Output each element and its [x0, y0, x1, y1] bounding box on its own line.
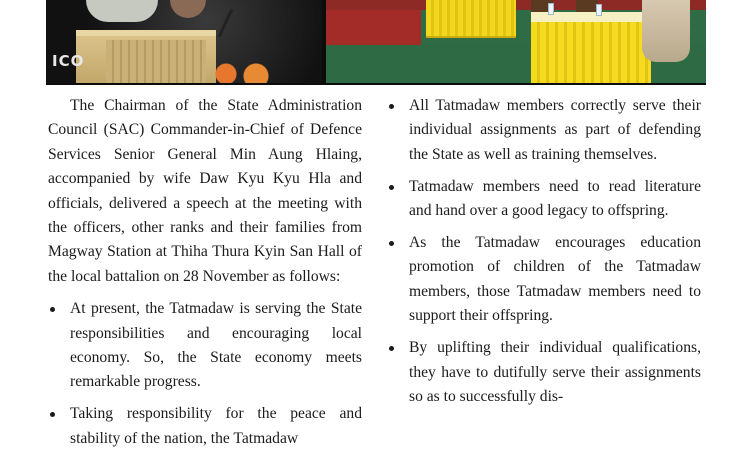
list-item: [48, 297, 362, 395]
list-item: [387, 336, 701, 409]
left-bullet-list: [48, 297, 362, 451]
list-item-text: Taking responsibility for the peace and stability of the nation, the Tatmadaw: [70, 405, 362, 447]
list-item-text: At present, the Tatmadaw is serving the State responsibilities and encouraging local economy. So, the State economy meets remarkable progress.: [70, 300, 362, 391]
bullet-icon: [389, 185, 394, 190]
list-item-text: All Tatmadaw members correctly serve their individual assignments as part of defending the State as well as training themselves.: [409, 97, 701, 163]
bullet-icon: [389, 104, 394, 109]
list-item: [387, 175, 701, 224]
photo-strip: [46, 0, 706, 85]
speaker-figure: [86, 0, 158, 22]
list-item: [387, 231, 701, 329]
bullet-icon: [389, 346, 394, 351]
bullet-icon: [50, 412, 55, 417]
right-bullet-list: [387, 94, 701, 409]
list-item-text: As the Tatmadaw encourages education promotion of children of the Tatmadaw members, those Tatmadaw members need to support their offspring.: [409, 234, 701, 325]
audience-tables-photo: [326, 0, 706, 83]
list-item: [48, 402, 362, 451]
left-column: [48, 94, 362, 459]
yellow-table-right: [531, 12, 651, 83]
seated-guest: [642, 0, 690, 62]
yellow-table-left: [426, 0, 516, 38]
bullet-icon: [389, 241, 394, 246]
intro-paragraph: The Chairman of the State Administration Council (SAC) Commander-in-Chief of Defence Services Senior General Min Aung Hlaing, accompanied by wife Daw Kyu Kyu Hla and officials, delivered a speech at the meeting with the officers, other ranks and their families from Magway Station at Thiha Thura Kyin San Hall of the local battalion on 28 November as follows:: [48, 97, 362, 285]
water-bottle: [548, 3, 554, 15]
water-bottle: [596, 4, 602, 16]
bullet-icon: [50, 307, 55, 312]
list-item-text: By uplifting their individual qualifications, they have to dutifully serve their assignments so as to successfully dis-: [409, 339, 701, 405]
podium-speech-photo: [46, 0, 322, 83]
flower-arrangement: [206, 62, 276, 83]
right-column: [387, 94, 701, 417]
backdrop-logo-text: ICO: [52, 52, 85, 70]
podium-panel: [106, 40, 206, 83]
list-item: [387, 94, 701, 167]
list-item-text: Tatmadaw members need to read literature and hand over a good legacy to offspring.: [409, 177, 701, 220]
